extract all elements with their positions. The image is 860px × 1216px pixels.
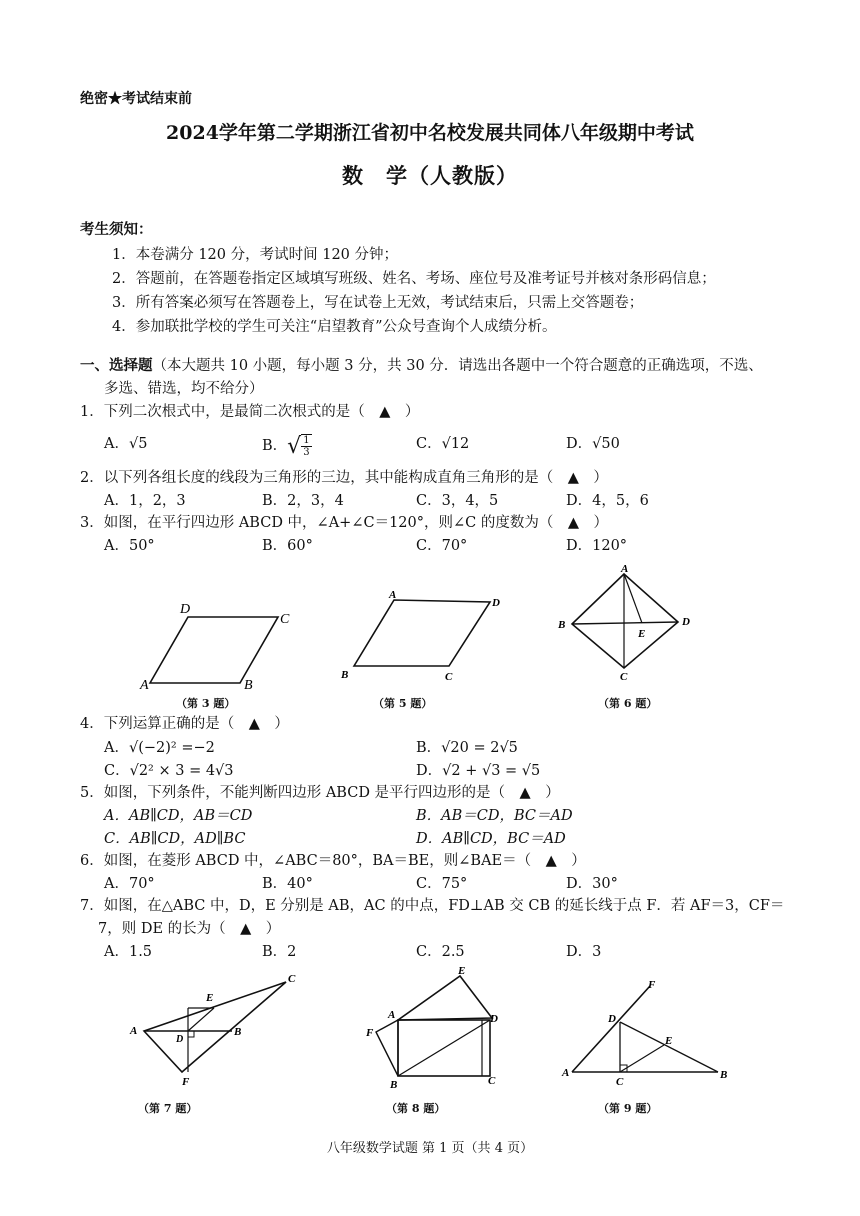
- question-3-stem: 3．如图，在平行四边形 ABCD 中，∠A+∠C＝120°，则∠C 的度数为（ ▲ ）: [80, 515, 609, 531]
- fig3-label-b: B: [244, 678, 253, 693]
- notice-item-1: 1．本卷满分 120 分，考试时间 120 分钟；: [112, 247, 399, 263]
- notice-item-3: 3．所有答案必须写在答题卷上，写在试卷上无效，考试结束后，只需上交答题卷；: [112, 295, 644, 311]
- fig3-caption: （第 3 题）: [176, 697, 236, 710]
- fig6-label-a: A: [621, 563, 629, 575]
- fig3-label-c: C: [280, 612, 290, 627]
- fig8-label-d: D: [490, 1013, 498, 1025]
- q4-option-d: D．√2 + √3 = √5: [416, 763, 541, 779]
- question-7-stem-line1: 7．如图，在△ABC 中，D，E 分别是 AB，AC 的中点，FD⊥AB 交 CB 的延长线于点 F．若 AF＝3，CF＝: [80, 898, 785, 914]
- question-7-stem-line2: 7，则 DE 的长为（ ▲ ）: [98, 921, 281, 937]
- fig8-label-c: C: [488, 1075, 496, 1087]
- fig7-label-f: F: [182, 1076, 190, 1088]
- q5-option-a: A．AB∥CD，AB＝CD: [104, 808, 253, 824]
- fig9-label-a: A: [562, 1067, 570, 1079]
- q6-option-d: D．30°: [566, 876, 618, 892]
- notice-item-4: 4．参加联批学校的学生可关注“启望教育”公众号查询个人成绩分析。: [112, 319, 557, 335]
- fig8-label-b: B: [390, 1079, 398, 1091]
- fig9-label-d: D: [608, 1013, 616, 1025]
- q4-option-b: B．√20 = 2√5: [416, 740, 518, 756]
- q2-option-c: C．3，4，5: [416, 493, 499, 509]
- question-2-stem: 2．以下列各组长度的线段为三角形的三边，其中能构成直角三角形的是（ ▲ ）: [80, 470, 608, 486]
- q7-option-b: B．2: [262, 944, 297, 960]
- q1-option-b: [262, 434, 312, 458]
- fig7-caption: （第 7 题）: [138, 1102, 198, 1115]
- figure-q3-parallelogram: [130, 595, 300, 695]
- section-desc-2: 多选、错选，均不给分）: [104, 381, 264, 397]
- q1-option-a: A．√5: [104, 436, 148, 452]
- q1-option-d: D．√50: [566, 436, 620, 452]
- q1-fraction: [301, 434, 311, 458]
- q5-option-b: B．AB＝CD，BC＝AD: [416, 808, 573, 824]
- exam-title: 2024学年第二学期浙江省初中名校发展共同体八年级期中考试: [166, 122, 694, 144]
- q3-option-a: A．50°: [104, 538, 155, 554]
- q7-option-c: C．2.5: [416, 944, 465, 960]
- fig8-label-e: E: [458, 965, 466, 977]
- section-heading: 一、选择题: [80, 357, 153, 374]
- fig3-label-d: D: [180, 602, 191, 617]
- fig7-label-e: E: [206, 992, 214, 1004]
- fig7-label-d: D: [176, 1034, 184, 1045]
- section-heading-line: [80, 356, 763, 376]
- notice-item-2: 2．答题前，在答题卷指定区域填写班级、姓名、考场、座位号及准考证号并核对条形码信息；: [112, 271, 716, 287]
- q7-option-d: D．3: [566, 944, 602, 960]
- secret-label: 绝密★考试结束前: [80, 91, 192, 107]
- q2-option-d: D．4，5，6: [566, 493, 649, 509]
- fig8-label-f: F: [366, 1027, 374, 1039]
- q6-option-c: C．75°: [416, 876, 468, 892]
- q4-option-a: A．√(−2)² =−2: [104, 740, 215, 756]
- figure-q9-triangle: [558, 978, 738, 1088]
- fig3-label-a: A: [140, 678, 149, 693]
- question-4-stem: 4．下列运算正确的是（ ▲ ）: [80, 716, 289, 732]
- fig8-caption: （第 8 题）: [386, 1102, 446, 1115]
- figure-q6-rhombus: [552, 562, 702, 682]
- fig5-caption: （第 5 题）: [373, 697, 433, 710]
- fig6-caption: （第 6 题）: [598, 697, 658, 710]
- q1-option-c: C．√12: [416, 436, 470, 452]
- q5-option-d: D．AB∥CD，BC＝AD: [416, 831, 566, 847]
- fraction-den: 3: [303, 447, 310, 458]
- q6-option-b: B．40°: [262, 876, 313, 892]
- q1-option-b-prefix: B．: [262, 438, 288, 454]
- question-5-stem: 5．如图，下列条件，不能判断四边形 ABCD 是平行四边形的是（ ▲ ）: [80, 785, 560, 801]
- section-desc-1: （本大题共 10 小题，每小题 3 分，共 30 分．请选出各题中一个符合题意的正确选项，不选、: [152, 358, 763, 374]
- fig9-label-b: B: [720, 1069, 728, 1081]
- q3-option-c: C．70°: [416, 538, 468, 554]
- fig8-label-a: A: [388, 1009, 396, 1021]
- q3-option-b: B．60°: [262, 538, 313, 554]
- q3-option-d: D．120°: [566, 538, 628, 554]
- q2-option-a: A．1，2，3: [104, 493, 186, 509]
- fig5-label-a: A: [389, 589, 397, 601]
- fig5-label-b: B: [341, 669, 349, 681]
- fig7-label-a: A: [130, 1025, 138, 1037]
- fig5-label-c: C: [445, 671, 453, 683]
- figure-q5-quadrilateral: [335, 588, 510, 688]
- fig9-label-c: C: [616, 1076, 624, 1088]
- question-6-stem: 6．如图，在菱形 ABCD 中，∠ABC＝80°，BA＝BE，则∠BAE＝（ ▲ ）: [80, 853, 586, 869]
- fig9-caption: （第 9 题）: [598, 1102, 658, 1115]
- q4-option-c: C．√2² × 3 = 4√3: [104, 763, 234, 779]
- q2-option-b: B．2，3，4: [262, 493, 344, 509]
- fig6-label-c: C: [620, 671, 628, 682]
- fraction-num: 1: [303, 435, 310, 446]
- question-1-stem: 1．下列二次根式中，是最简二次根式的是（ ▲ ）: [80, 404, 420, 420]
- fig7-label-b: B: [234, 1026, 242, 1038]
- q6-option-a: A．70°: [104, 876, 155, 892]
- fig9-label-e: E: [665, 1035, 673, 1047]
- q7-option-a: A．1.5: [104, 944, 153, 960]
- fig9-label-f: F: [648, 979, 656, 991]
- subject-title: 数 学（人教版）: [342, 163, 518, 188]
- page-footer: 八年级数学试题 第 1 页（共 4 页）: [326, 1141, 534, 1156]
- fig5-label-d: D: [492, 597, 500, 609]
- notice-heading: 考生须知：: [80, 221, 153, 238]
- fig6-label-e: E: [638, 628, 646, 640]
- fig7-label-c: C: [288, 973, 296, 985]
- figure-q7-triangle: [120, 968, 310, 1093]
- fig6-label-d: D: [682, 616, 690, 628]
- sqrt-sign: √: [287, 434, 302, 459]
- fig6-label-b: B: [558, 619, 566, 631]
- q5-option-c: C．AB∥CD，AD∥BC: [104, 831, 246, 847]
- figure-q8-squares: [360, 962, 510, 1092]
